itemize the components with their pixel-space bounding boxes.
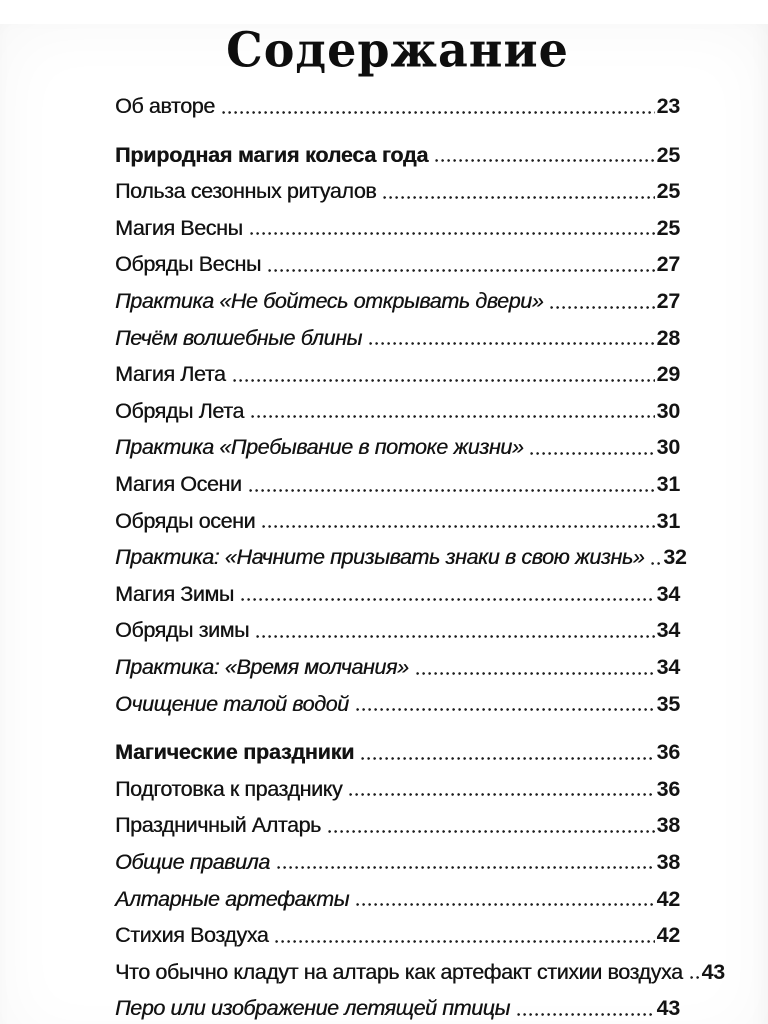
toc-entry — [115, 389, 680, 426]
toc-entry-page-number: 31 — [656, 472, 680, 497]
toc-entry — [115, 242, 680, 279]
toc-entry — [115, 682, 680, 719]
toc-entry — [115, 425, 680, 462]
toc-entry — [115, 279, 680, 316]
toc-entry-label: Праздничный Алтарь — [115, 813, 321, 838]
toc-entry-page-number: 27 — [656, 252, 680, 277]
toc-entry — [115, 876, 680, 913]
toc-entry-page-number: 42 — [656, 886, 680, 911]
toc-entry-page-number: 35 — [656, 691, 680, 716]
toc-entry-page-number: 43 — [701, 959, 725, 984]
dot-leader — [328, 829, 655, 834]
toc-entry-page-number: 30 — [656, 435, 680, 460]
toc-entry-page-number: 42 — [656, 923, 680, 948]
toc-entry-label: Печём волшебные блины — [115, 325, 362, 350]
toc-entry-page-number: 29 — [656, 362, 680, 387]
toc-entry — [115, 133, 680, 170]
toc-entry — [115, 352, 680, 389]
toc-entry-label: Об авторе — [115, 94, 215, 119]
dot-leader — [356, 902, 655, 907]
dot-leader — [275, 939, 654, 944]
toc-entry-label: Практика: «Начните призывать знаки в свою жизнь» — [115, 545, 645, 570]
dot-leader — [262, 524, 655, 529]
dot-leader — [369, 341, 655, 346]
toc-entry-page-number: 34 — [656, 581, 680, 606]
dot-leader — [550, 305, 654, 310]
toc-entry — [115, 840, 680, 877]
dot-leader — [256, 634, 655, 639]
toc-entry-page-number: 30 — [656, 398, 680, 423]
toc-entry — [115, 535, 687, 572]
dot-leader — [383, 195, 654, 200]
toc-entry-page-number: 31 — [656, 508, 680, 533]
dot-leader — [690, 975, 700, 980]
toc-entry-label: Польза сезонных ритуалов — [115, 179, 377, 204]
toc-entry — [115, 169, 680, 206]
toc-entry-page-number: 32 — [663, 545, 687, 570]
toc-entry-label: Общие правила — [115, 849, 270, 874]
dot-leader — [435, 158, 655, 163]
toc-entry-page-number: 34 — [656, 618, 680, 643]
scanned-book-page — [0, 21, 768, 1024]
toc-entry-page-number: 34 — [656, 655, 680, 679]
toc-entry-label: Магия Лета — [115, 362, 226, 387]
toc-entry-page-number: 25 — [656, 179, 680, 204]
toc-entry-label: Природная магия колеса года — [115, 142, 429, 167]
page-title: Содержание — [226, 21, 569, 79]
toc-entry-label: Практика «Не бойтесь открывать двери» — [115, 289, 544, 314]
toc-entry — [115, 730, 680, 767]
toc-entry-page-number: 23 — [656, 94, 680, 119]
toc-entry-label: Обряды зимы — [115, 618, 250, 643]
toc-entry-page-number: 28 — [656, 325, 680, 350]
dot-leader — [277, 865, 655, 870]
toc-entry-page-number: 38 — [656, 813, 680, 838]
dot-leader — [651, 561, 661, 566]
toc-entry-label: Перо или изображение летящей птицы — [115, 996, 510, 1021]
toc-entry — [115, 608, 680, 645]
toc-entry — [115, 913, 680, 950]
dot-leader — [361, 756, 654, 761]
toc-entry-label: Практика «Пребывание в потоке жизни» — [115, 435, 524, 460]
dot-leader — [251, 414, 655, 419]
dot-leader — [249, 488, 655, 493]
toc-entry-label: Обряды осени — [115, 508, 256, 533]
toc-entry-label: Что обычно кладут на алтарь как артефакт стихии воздуха — [115, 959, 683, 984]
toc-entry — [115, 645, 680, 682]
toc-entry — [115, 767, 680, 804]
dot-leader — [250, 231, 655, 236]
dot-leader — [222, 110, 655, 115]
toc-entry-page-number: 36 — [656, 740, 680, 765]
toc-entry — [115, 572, 680, 609]
dot-leader — [530, 451, 654, 456]
toc-entry — [115, 950, 725, 987]
toc-entry-label: Магия Весны — [115, 215, 243, 240]
toc-entry-label: Подготовка к празднику — [115, 776, 343, 801]
toc-entry-label: Практика: «Время молчания» — [115, 655, 409, 679]
toc-entry — [115, 316, 680, 353]
toc-entry-label: Алтарные артефакты — [115, 886, 350, 911]
toc-entry — [115, 499, 680, 536]
dot-leader — [233, 378, 655, 383]
toc-entry — [115, 462, 680, 499]
toc-entry-label: Стихия Воздуха — [115, 923, 269, 948]
dot-leader — [356, 707, 655, 712]
toc-entry-label: Магические праздники — [115, 740, 355, 765]
toc-entry-label: Обряды Лета — [115, 398, 244, 423]
dot-leader — [416, 671, 655, 676]
toc-entry-label: Магия Осени — [115, 472, 242, 497]
toc-entry — [115, 803, 680, 840]
dot-leader — [268, 268, 655, 273]
toc-entry-page-number: 27 — [656, 289, 680, 314]
toc-entry — [115, 206, 680, 243]
toc-entry-label: Очищение талой водой — [115, 691, 349, 716]
dot-leader — [517, 1012, 655, 1017]
toc-entry — [115, 986, 680, 1023]
toc-entry-label: Обряды Весны — [115, 252, 261, 277]
toc-entry-page-number: 38 — [656, 849, 680, 874]
toc-entry-page-number: 25 — [656, 215, 680, 240]
table-of-contents — [115, 84, 725, 1023]
toc-entry-page-number: 36 — [656, 776, 680, 801]
dot-leader — [241, 597, 655, 602]
toc-entry-label: Магия Зимы — [115, 581, 234, 606]
toc-entry-page-number: 43 — [656, 996, 680, 1021]
toc-entry-page-number: 25 — [656, 142, 680, 167]
dot-leader — [349, 792, 654, 797]
toc-entry — [115, 84, 680, 121]
